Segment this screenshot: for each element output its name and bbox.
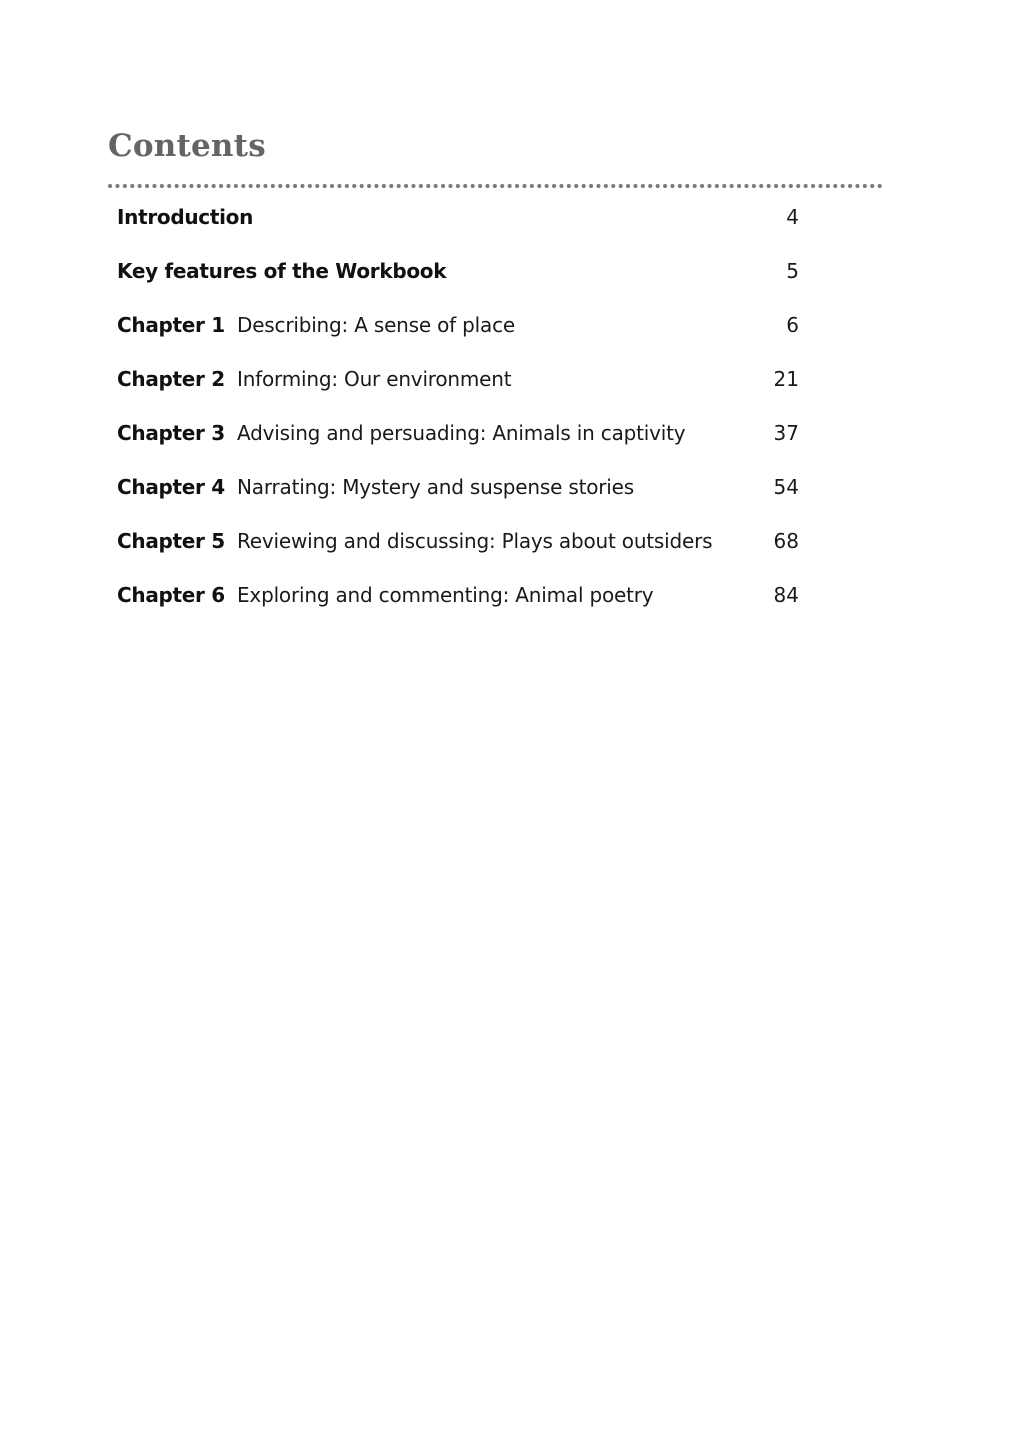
toc-entry-chapter-6[interactable] (117, 578, 817, 632)
toc-entry-description: Describing: A sense of place (237, 313, 515, 337)
toc-entry-label: Introduction (117, 205, 254, 229)
toc-entry-page: 5 (786, 259, 799, 283)
toc-entry-page: 21 (773, 367, 799, 391)
toc-entry-label: Key features of the Workbook (117, 259, 447, 283)
toc-entry-description: Advising and persuading: Animals in captivity (237, 421, 686, 445)
toc-entry-label: Chapter 2 (117, 367, 225, 391)
toc-entry-description: Narrating: Mystery and suspense stories (237, 475, 634, 499)
toc-entry-chapter-2[interactable] (117, 362, 817, 416)
toc-entry-chapter-1[interactable] (117, 308, 817, 362)
toc-entry-introduction[interactable] (117, 200, 817, 254)
toc-entry-description: Exploring and commenting: Animal poetry (237, 583, 654, 607)
toc-entry-label: Chapter 5 (117, 529, 225, 553)
toc-entry-page: 4 (786, 205, 799, 229)
dotted-divider (108, 182, 888, 190)
toc-entry-chapter-5[interactable] (117, 524, 817, 578)
toc-entry-page: 54 (773, 475, 799, 499)
toc-entry-page: 68 (773, 529, 799, 553)
toc-entry-page: 37 (773, 421, 799, 445)
toc-entry-key-features[interactable] (117, 254, 817, 308)
toc-entry-page: 84 (773, 583, 799, 607)
page-title: Contents (108, 128, 266, 164)
table-of-contents (117, 200, 817, 632)
toc-entry-description: Informing: Our environment (237, 367, 512, 391)
toc-entry-description: Reviewing and discussing: Plays about outsiders (237, 529, 713, 553)
toc-entry-label: Chapter 4 (117, 475, 225, 499)
toc-entry-page: 6 (786, 313, 799, 337)
toc-entry-chapter-3[interactable] (117, 416, 817, 470)
toc-entry-label: Chapter 3 (117, 421, 225, 445)
toc-entry-chapter-4[interactable] (117, 470, 817, 524)
toc-entry-label: Chapter 1 (117, 313, 225, 337)
toc-entry-label: Chapter 6 (117, 583, 225, 607)
